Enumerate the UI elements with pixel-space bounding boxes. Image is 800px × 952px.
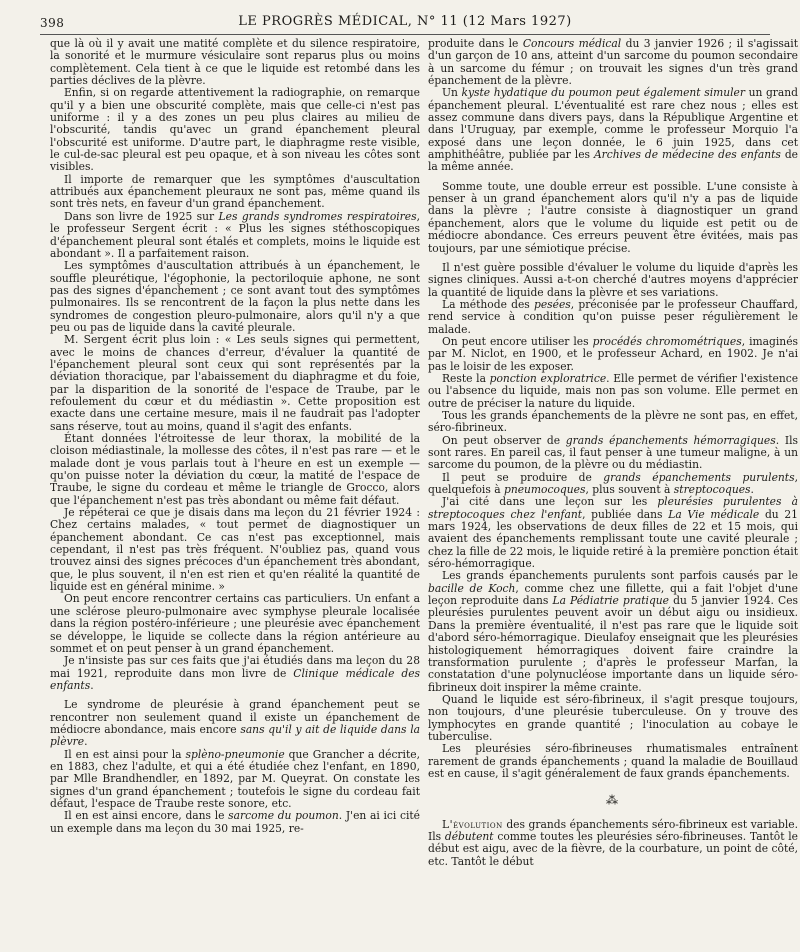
paragraph: Il en est ainsi encore, dans le sarcome du poumon. J'en ai ici cité un exemple dans ma leçon du 30 mai 1925, re- [50,809,420,835]
paragraph: produite dans le Concours médical du 3 janvier 1926 ; il s'agissait d'un garçon de 10 ans, atteint d'un sarcome du poumon secondaire à un sarcome du fémur ; on trouvait les signes d'un très grand épanchement de la plèvre. [428,37,798,88]
paragraph: La méthode des pesées, préconisée par le professeur Chauffard, rend service à condition qu'on puisse peser régulièrement le malade. [428,297,798,336]
paragraph: Il peut se produire de grands épanchements purulents, quelquefois à pneumocoques, plus souvent à streptocoques. [428,470,798,497]
left-column [50,38,420,835]
paragraph: Il n'est guère possible d'évaluer le volume du liquide d'après les signes cliniques. Aussi a-t-on cherché d'autres moyens d'apprécier la quantité de liquide dans la plèvre et ses variations. [428,260,798,299]
paragraph: Enfin, si on regarde attentivement la radiographie, on remarque qu'il y a bien une obscurité complète, mais que celle-ci n'est pas uniforme : il y a des zones un peu plus claires au milieu de l'obscurité, tandis qu'avec un grand épanchement pleural l'obscurité est uniforme. D'autre part, le diaphragme reste visible, le cul-de-sac pleural est peu opaque, et à son niveau les côtes sont visibles. [50,86,420,174]
paragraph: Les symptômes d'auscultation attribués à un épanchement, le souffle pleurétique, l'égophonie, la pectoriloquie aphone, ne sont pas des signes d'épanchement ; ce sont avant tout des symptômes pulmonaires. Ils se rencontrent de la façon la plus nette dans les syndromes de congestion pleuro-pulmonaire, alors qu'il n'y a que peu ou pas de liquide dans la cavité pleurale. [50,259,420,334]
paragraph: L'évolution des grands épanchements séro-fibrineux est variable. Ils débutent comme toutes les pleurésies séro-fibrineuses. Tantôt le début est aigu, avec de la fièvre, de la courbature, un point de côté, etc. Tantôt le début [428,817,798,868]
paragraph: Les grands épanchements purulents sont parfois causés par le bacille de Koch, comme chez une fillette, qui a fait l'objet d'une leçon reproduite dans La Pédiatrie pratique du 5 janvier 1924. Ces pleurésies purulentes peuvent avoir un début aigu ou insidieux. Dans la première éventualité, il n'est pas rare que le liquide soit d'abord séro-hémorragique. Dieulafoy enseignait que les pleurésies histologiquement hémorragiques doivent faire craindre la transformation purulente ; d'après le professeur Marfan, la constatation d'une polynucléose importante dans un liquide séro-fibrineux doit inspirer la même crainte. [428,569,798,694]
paragraph: M. Sergent écrit plus loin : « Les seuls signes qui permettent, avec le moins de chances d'erreur, d'évaluer la quantité de l'épanchement pleural sont ceux qui sont représentés par la déviation thoracique, par l'abaissement du diaphragme et du foie, par la disparition de la sonorité de l'espace de Traube, par le refoulement du cœur et du médiastin ». Cette proposition est exacte dans une certaine mesure, mais il ne faudrait pas l'adopter sans réserve, tout au moins, quand il s'agit des enfants. [50,333,420,433]
paragraph: Quand le liquide est séro-fibrineux, il s'agit presque toujours, non toujours, d'une pleurésie tuberculeuse. On y trouve des lymphocytes en grande quantité ; l'inoculation au cobaye le tuberculise. [428,692,798,743]
paragraph: Je n'insiste pas sur ces faits que j'ai étudiés dans ma leçon du 28 mai 1921, reproduite dans mon livre de Clinique médicale des enfants. [50,654,420,692]
paragraph: Reste la ponction exploratrice. Elle permet de vérifier l'existence ou l'absence du liquide, mais non pas son volume. Elle permet en outre de préciser la nature du liquide. [428,371,799,410]
paragraph: Les pleurésies séro-fibrineuses rhumatismales entraînent rarement de grands épanchements ; quand la maladie de Bouillaud est en cause, il s'agit généralement de faux grands épanchements. [428,742,798,780]
paragraph: Tous les grands épanchements de la plèvre ne sont pas, en effet, séro-fibrineux. [428,408,798,435]
page-number: 398 [40,16,65,30]
paragraph: Je répéterai ce que je disais dans ma leçon du 21 février 1924 : Chez certains malades, « tout permet de diagnostiquer un épanchement abondant. Ce cas n'est pas exceptionnel, mais cependant, il n'est pas très fréquent. N'oubliez pas, quand vous trouvez ainsi des signes précoces d'un épanchement très abondant, que, le plus souvent, il n'en est rien et qu'en réalité la quantité de liquide est en général minime. » [50,506,420,594]
paragraph: On peut encore rencontrer certains cas particuliers. Un enfant a une sclérose pleuro-pulmonaire avec symphyse pleurale localisée dans la région postéro-inférieure ; une pleurésie avec épanchement se développe, le liquide se collecte dans la région antérieure au sommet et on peut penser à un grand épanchement. [50,592,420,655]
paragraph: Dans son livre de 1925 sur Les grands syndromes respiratoires, le professeur Sergent écrit : « Plus les signes stéthoscopiques d'épanchement pleural sont étalés et complets, moins le liquide est abondant ». Il a parfaitement raison. [50,209,420,260]
paragraph: On peut encore utiliser les procédés chromométriques, imaginés par M. Niclot, en 1900, et le professeur Achard, en 1902. Je n'ai pas le loisir de les exposer. [428,334,798,373]
running-title: LE PROGRÈS MÉDICAL, N° 11 (12 Mars 1927) [238,14,572,29]
paragraph: Étant données l'étroitesse de leur thorax, la mobilité de la cloison médiastinale, la mollesse des côtes, il n'est pas rare — et le malade dont je vous parlais tout à l'heure en est un exemple — qu'on puisse noter la déviation du cœur, la matité de l'espace de Traube, le signe du cordeau et même le triangle de Grocco, alors que l'épanchement n'est pas très abondant ou même fait défaut. [50,432,420,507]
paragraph: On peut observer de grands épanchements hémorragiques. Ils sont rares. En pareil cas, il faut penser à une tumeur maligne, à un sarcome du poumon, de la plèvre ou du médiastin. [428,433,798,472]
paragraph: Le syndrome de pleurésie à grand épanchement peut se rencontrer non seulement quand il existe un épanchement de médiocre abondance, mais encore sans qu'il y ait de liquide dans la plèvre. [50,698,421,749]
paragraph: Il en est ainsi pour la splèno-pneumonie que Grancher a décrite, en 1883, chez l'adulte, et qui a été étudiée chez l'enfant, en 1890, par Mlle Brandhendler, en 1892, par M. Queyrat. On constate les signes d'un grand épanchement ; toutefois le signe du cordeau fait défaut, l'espace de Traube reste sonore, etc. [50,747,420,810]
paragraph: Un kyste hydatique du poumon peut également simuler un grand épanchement pleural. L'éventualité est rare chez nous ; elles est assez commune dans divers pays, dans la République Argentine et dans l'Uruguay, par exemple, comme le professeur Morquio l'a exposé dans une leçon donnée, le 6 juin 1925, dans cet amphithéâtre, publiée par les Archives de médecine des enfants de la même année. [428,86,798,174]
paragraph: J'ai cité dans une leçon sur les pleurésies purulentes à streptocoques chez l'enfant, publiée dans La Vie médicale du 21 mars 1924, les observations de deux filles de 22 et 15 mois, qui avaient des épanchements remplissant toute une cavité pleurale ; chez la fille de 22 mois, le liquide retiré à la première ponction était séro-hémorragique. [428,495,798,571]
section-ornament: ⁂ [606,793,620,808]
page-header [40,8,770,35]
right-column [428,38,798,868]
paragraph: Il importe de remarquer que les symptômes d'auscultation attribués aux épanchement pleuraux ne sont pas, même quand ils sont très nets, en faveur d'un grand épanchement. [50,172,420,211]
paragraph: Somme toute, une double erreur est possible. L'une consiste à penser à un grand épanchement alors qu'il n'y a pas de liquide dans la plèvre ; l'autre consiste à diagnostiquer un grand épanchement, alors que le volume du liquide est petit ou de médiocre abondance. Ces erreurs peuvent être évitées, mais pas toujours, par une sémiotique précise. [428,179,798,255]
paragraph: que là où il y avait une matité complète et du silence respiratoire, la sonorité et le murmure vésiculaire sont reparus plus ou moins complètement. Cela tient à ce que le liquide est retombé dans les parties déclives de la plèvre. [50,37,420,88]
